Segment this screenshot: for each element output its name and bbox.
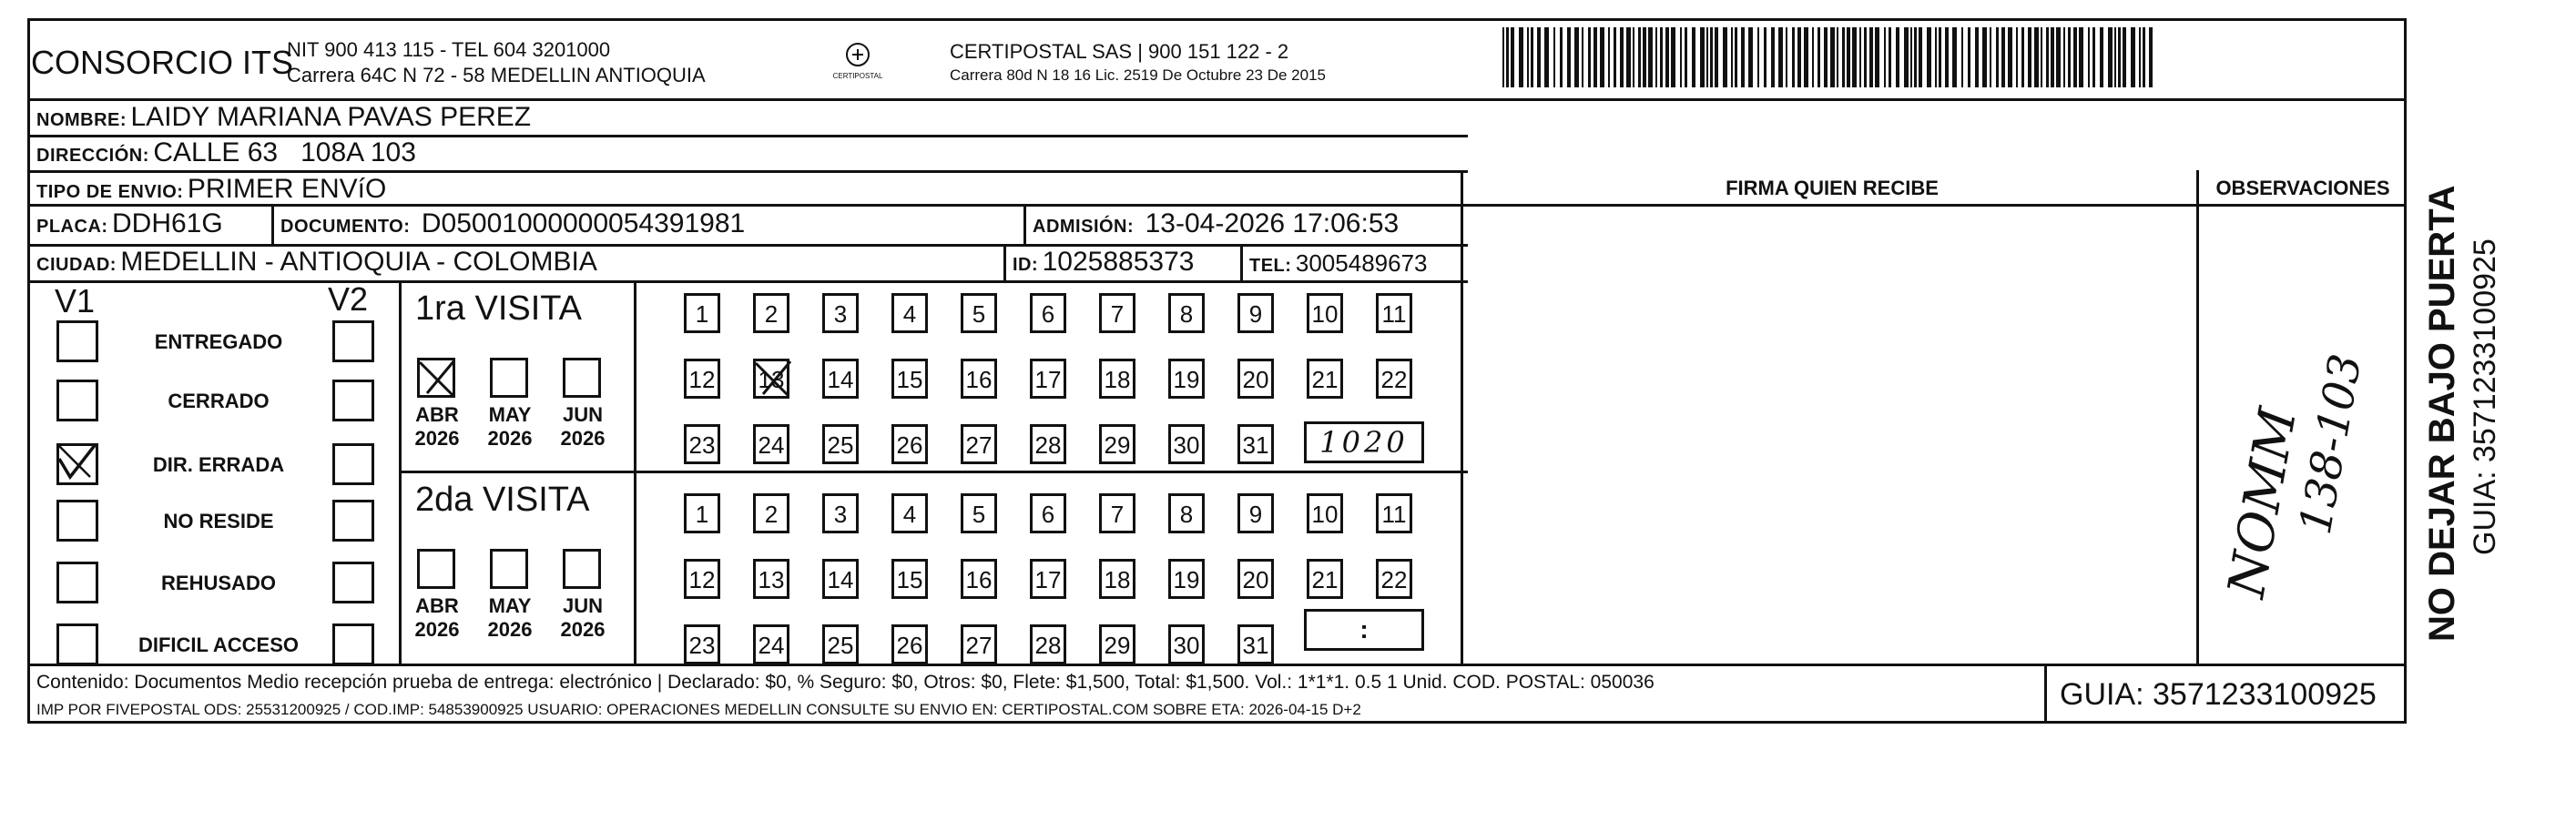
- day-number: 25: [827, 431, 854, 459]
- status-label: NO RESIDE: [163, 510, 274, 532]
- tel-label: TEL:: [1249, 256, 1292, 276]
- day-cell[interactable]: [1237, 493, 1274, 533]
- day-number: 16: [965, 566, 993, 593]
- month-label: ABR: [415, 594, 459, 617]
- day-number: 6: [1041, 501, 1055, 528]
- day-number: 18: [1104, 566, 1131, 593]
- day-number: 26: [896, 431, 923, 459]
- day-number: 12: [688, 566, 716, 593]
- day-number: 24: [758, 431, 785, 459]
- day-cell[interactable]: [1099, 359, 1135, 399]
- day-number: 24: [758, 632, 785, 659]
- day-cell[interactable]: [684, 359, 720, 399]
- day-number: 31: [1242, 632, 1269, 659]
- observation-line-1: NOMM: [2216, 403, 2309, 603]
- documento-value: D05001000000054391981: [421, 208, 746, 238]
- day-number: 19: [1173, 366, 1200, 393]
- day-cell[interactable]: [891, 559, 928, 599]
- day-number: 9: [1248, 300, 1263, 328]
- day-cell[interactable]: [1099, 493, 1135, 533]
- certipostal-logo-text: CERTIPOSTAL: [832, 72, 883, 80]
- day-number: 5: [972, 501, 986, 528]
- v1-checkbox[interactable]: [56, 320, 98, 362]
- day-cell[interactable]: [822, 359, 859, 399]
- day-cell[interactable]: [1030, 359, 1066, 399]
- day-number: 20: [1242, 566, 1269, 593]
- placa-label: PLACA:: [36, 217, 108, 237]
- v2-checkbox[interactable]: [332, 623, 374, 665]
- admision-label: ADMISIÓN:: [1033, 217, 1135, 237]
- side-guia: GUIA: 3571233100925: [2468, 238, 2502, 555]
- first-visit-title: 1ra VISITA: [415, 289, 583, 328]
- month-label: JUN: [562, 403, 603, 426]
- v1-checkbox[interactable]: [56, 623, 98, 665]
- day-cell[interactable]: [1168, 493, 1205, 533]
- v2-checkbox[interactable]: [332, 443, 374, 485]
- day-number: 21: [1311, 566, 1339, 593]
- tipo-envio-value: PRIMER ENVíO: [187, 174, 387, 204]
- day-cell[interactable]: [753, 493, 789, 533]
- day-cell[interactable]: [753, 624, 789, 664]
- v1-checkbox[interactable]: [56, 443, 98, 485]
- nombre-row: [36, 102, 531, 133]
- day-cell[interactable]: [1237, 424, 1274, 464]
- day-cell[interactable]: [961, 493, 997, 533]
- day-number: 28: [1034, 632, 1062, 659]
- tel-field: [1249, 249, 1428, 278]
- day-number: 16: [965, 366, 993, 393]
- day-number: 19: [1173, 566, 1200, 593]
- first-visit-time-value: 1020: [1319, 425, 1409, 460]
- day-number: 30: [1173, 431, 1200, 459]
- admision-field: [1033, 208, 1399, 239]
- footer-guia: GUIA: 3571233100925: [2060, 677, 2377, 712]
- day-number: 10: [1311, 300, 1339, 328]
- day-cell[interactable]: [1376, 493, 1412, 533]
- day-number: 27: [965, 632, 993, 659]
- tipo-envio-row: [36, 174, 386, 205]
- nit-line: NIT 900 413 115 - TEL 604 3201000: [287, 38, 611, 61]
- second-visit-time-separator: :: [1359, 615, 1369, 644]
- day-cell[interactable]: [1237, 359, 1274, 399]
- day-number: 29: [1104, 431, 1131, 459]
- day-cell[interactable]: [684, 424, 720, 464]
- day-cell[interactable]: [753, 559, 789, 599]
- day-cell[interactable]: [1307, 493, 1343, 533]
- day-number: 11: [1381, 300, 1407, 328]
- id-label: ID:: [1013, 255, 1039, 275]
- placa-field: [36, 208, 223, 239]
- day-cell[interactable]: [822, 424, 859, 464]
- day-number: 2: [764, 300, 779, 328]
- observaciones-header: OBSERVACIONES: [2215, 177, 2390, 199]
- month-checkbox-may[interactable]: [490, 358, 528, 398]
- nombre-value: LAIDY MARIANA PAVAS PEREZ: [130, 102, 532, 132]
- day-cell[interactable]: [1099, 624, 1135, 664]
- year-label: 2026: [487, 427, 533, 450]
- day-cell[interactable]: [961, 559, 997, 599]
- day-cell[interactable]: [1168, 624, 1205, 664]
- day-number: 2: [764, 501, 779, 528]
- day-number: 7: [1110, 501, 1125, 528]
- month-checkbox-jun[interactable]: [563, 549, 601, 589]
- day-number: 4: [902, 300, 917, 328]
- day-number: 22: [1380, 566, 1408, 593]
- day-cell[interactable]: [1030, 559, 1066, 599]
- day-cell[interactable]: [961, 424, 997, 464]
- month-label: MAY: [488, 403, 532, 426]
- day-cell[interactable]: [891, 493, 928, 533]
- day-number: 5: [972, 300, 986, 328]
- year-label: 2026: [560, 618, 606, 641]
- day-cell[interactable]: [891, 624, 928, 664]
- v2-checkbox[interactable]: [332, 500, 374, 542]
- day-cell[interactable]: [1237, 293, 1274, 333]
- footer-content-line: Contenido: Documentos Medio recepción prueba de entrega: electrónico | Declarado: $0, % Seguro: $0, Otros: $0, Flete: $1,500, Total: $1,500. Vol.: 1*1*1. 0.5 1 Unid. COD. POSTAL: 050036: [36, 672, 1655, 693]
- day-cell[interactable]: [891, 359, 928, 399]
- day-cell[interactable]: [1099, 293, 1135, 333]
- second-visit-time-box[interactable]: [1304, 609, 1424, 651]
- v2-header: V2: [328, 280, 369, 318]
- day-cell[interactable]: [1030, 293, 1066, 333]
- day-cell[interactable]: [753, 293, 789, 333]
- day-number: 20: [1242, 366, 1269, 393]
- day-number: 14: [827, 366, 854, 393]
- day-cell[interactable]: [753, 424, 789, 464]
- v1-checkbox[interactable]: [56, 500, 98, 542]
- day-number: 28: [1034, 431, 1062, 459]
- day-number: 23: [688, 431, 716, 459]
- signature-area[interactable]: [1464, 208, 2194, 663]
- direccion-row: [36, 137, 416, 168]
- direccion-value: CALLE 63 108A 103: [153, 137, 416, 167]
- day-cell[interactable]: [684, 559, 720, 599]
- day-cell[interactable]: [1307, 359, 1343, 399]
- month-checkbox-jun[interactable]: [563, 358, 601, 398]
- day-number: 14: [827, 566, 854, 593]
- day-cell[interactable]: [1168, 424, 1205, 464]
- second-visit-title: 2da VISITA: [415, 481, 590, 519]
- id-value: 1025885373: [1042, 247, 1195, 277]
- status-label: DIR. ERRADA: [152, 453, 285, 476]
- day-number: 11: [1381, 501, 1407, 528]
- v2-checkbox[interactable]: [332, 562, 374, 603]
- status-label: ENTREGADO: [154, 330, 283, 353]
- admision-value: 13-04-2026 17:06:53: [1145, 208, 1400, 238]
- day-cell[interactable]: [1099, 559, 1135, 599]
- day-number: 1: [695, 300, 709, 328]
- day-number: 23: [688, 632, 716, 659]
- footer-imp-line: IMP POR FIVEPOSTAL ODS: 25531200925 / COD.IMP: 54853900925 USUARIO: OPERACIONES MEDELLIN CONSULTE SU ENVIO EN: CERTIPOSTAL.COM SOBRE ETA: 2026-04-15 D+2: [36, 701, 1361, 718]
- tel-value: 3005489673: [1295, 249, 1428, 277]
- v1-header: V1: [55, 282, 96, 319]
- id-field: [1013, 247, 1194, 278]
- ciudad-value: MEDELLIN - ANTIOQUIA - COLOMBIA: [120, 247, 597, 277]
- day-cell[interactable]: [1307, 559, 1343, 599]
- day-cell[interactable]: [1030, 624, 1066, 664]
- day-number: 27: [965, 431, 993, 459]
- day-number: 17: [1034, 566, 1062, 593]
- firma-header: FIRMA QUIEN RECIBE: [1726, 177, 1939, 199]
- day-cell[interactable]: [684, 493, 720, 533]
- day-number: 17: [1034, 366, 1062, 393]
- company-name: CONSORCIO ITS: [31, 44, 294, 81]
- first-visit-time-box[interactable]: [1304, 421, 1424, 463]
- day-cell[interactable]: [1376, 293, 1412, 333]
- day-cell[interactable]: [822, 559, 859, 599]
- day-cell[interactable]: [1168, 559, 1205, 599]
- observation-line-2: 138-103: [2289, 350, 2372, 539]
- day-cell[interactable]: [822, 293, 859, 333]
- placa-value: DDH61G: [112, 208, 223, 238]
- day-cell[interactable]: [1168, 293, 1205, 333]
- day-cell[interactable]: [891, 424, 928, 464]
- day-cell[interactable]: [1237, 559, 1274, 599]
- documento-label: DOCUMENTO:: [280, 217, 411, 237]
- v2-checkbox[interactable]: [332, 380, 374, 421]
- day-number: 21: [1311, 366, 1339, 393]
- month-checkbox-may[interactable]: [490, 549, 528, 589]
- tipo-envio-label: TIPO DE ENVIO:: [36, 182, 184, 202]
- year-label: 2026: [487, 618, 533, 641]
- carrier-line: CERTIPOSTAL SAS | 900 151 122 - 2: [950, 40, 1289, 63]
- day-number: 31: [1242, 431, 1269, 459]
- day-number: 3: [833, 501, 848, 528]
- day-number: 26: [896, 632, 923, 659]
- month-checkbox-abr[interactable]: [417, 358, 455, 398]
- day-number: 8: [1179, 501, 1194, 528]
- v2-checkbox[interactable]: [332, 320, 374, 362]
- day-cell[interactable]: [891, 293, 928, 333]
- day-cell[interactable]: [1376, 359, 1412, 399]
- status-label: CERRADO: [168, 390, 270, 412]
- ciudad-label: CIUDAD:: [36, 255, 117, 275]
- month-label: MAY: [488, 594, 532, 617]
- day-cell[interactable]: [684, 293, 720, 333]
- day-number: 25: [827, 632, 854, 659]
- nombre-label: NOMBRE:: [36, 110, 127, 130]
- day-cell[interactable]: [1030, 424, 1066, 464]
- day-number: 10: [1311, 501, 1339, 528]
- day-cell[interactable]: [1237, 624, 1274, 664]
- day-number: 29: [1104, 632, 1131, 659]
- day-number: 18: [1104, 366, 1131, 393]
- day-number: 15: [896, 366, 923, 393]
- day-cell[interactable]: [961, 359, 997, 399]
- day-cell[interactable]: [961, 624, 997, 664]
- day-cell[interactable]: [684, 624, 720, 664]
- month-checkbox-abr[interactable]: [417, 549, 455, 589]
- ciudad-field: [36, 247, 597, 278]
- documento-field: [280, 208, 745, 239]
- day-number: 9: [1248, 501, 1263, 528]
- status-label: REHUSADO: [161, 572, 276, 594]
- day-cell[interactable]: [1030, 493, 1066, 533]
- day-number: 1: [695, 501, 709, 528]
- day-cell[interactable]: [822, 624, 859, 664]
- day-cell[interactable]: [1168, 359, 1205, 399]
- day-cell[interactable]: [1376, 559, 1412, 599]
- status-label: DIFICIL ACCESO: [137, 633, 299, 656]
- observations-handwriting: [2216, 319, 2377, 610]
- year-label: 2026: [560, 427, 606, 450]
- day-cell[interactable]: [822, 493, 859, 533]
- day-number: 6: [1041, 300, 1055, 328]
- day-number: 3: [833, 300, 848, 328]
- direccion-label: DIRECCIÓN:: [36, 146, 149, 166]
- day-cell[interactable]: [1099, 424, 1135, 464]
- day-number: 13: [758, 566, 785, 593]
- day-cell[interactable]: [753, 359, 789, 399]
- day-cell[interactable]: [1307, 293, 1343, 333]
- v1-checkbox[interactable]: [56, 562, 98, 603]
- day-number: 30: [1173, 632, 1200, 659]
- company-address: Carrera 64C N 72 - 58 MEDELLIN ANTIOQUIA: [287, 64, 706, 86]
- year-label: 2026: [414, 427, 460, 450]
- day-number: 8: [1179, 300, 1194, 328]
- day-number: 22: [1380, 366, 1408, 393]
- side-warning: NO DEJAR BAJO PUERTA: [2422, 185, 2462, 642]
- day-number: 15: [896, 566, 923, 593]
- month-label: ABR: [415, 403, 459, 426]
- day-number: 12: [688, 366, 716, 393]
- month-label: JUN: [562, 594, 603, 617]
- day-cell[interactable]: [961, 293, 997, 333]
- day-number: 13: [758, 366, 785, 393]
- year-label: 2026: [414, 618, 460, 641]
- day-number: 4: [902, 501, 917, 528]
- license-line: Carrera 80d N 18 16 Lic. 2519 De Octubre 23 De 2015: [950, 66, 1326, 84]
- v1-checkbox[interactable]: [56, 380, 98, 421]
- day-number: 7: [1110, 300, 1125, 328]
